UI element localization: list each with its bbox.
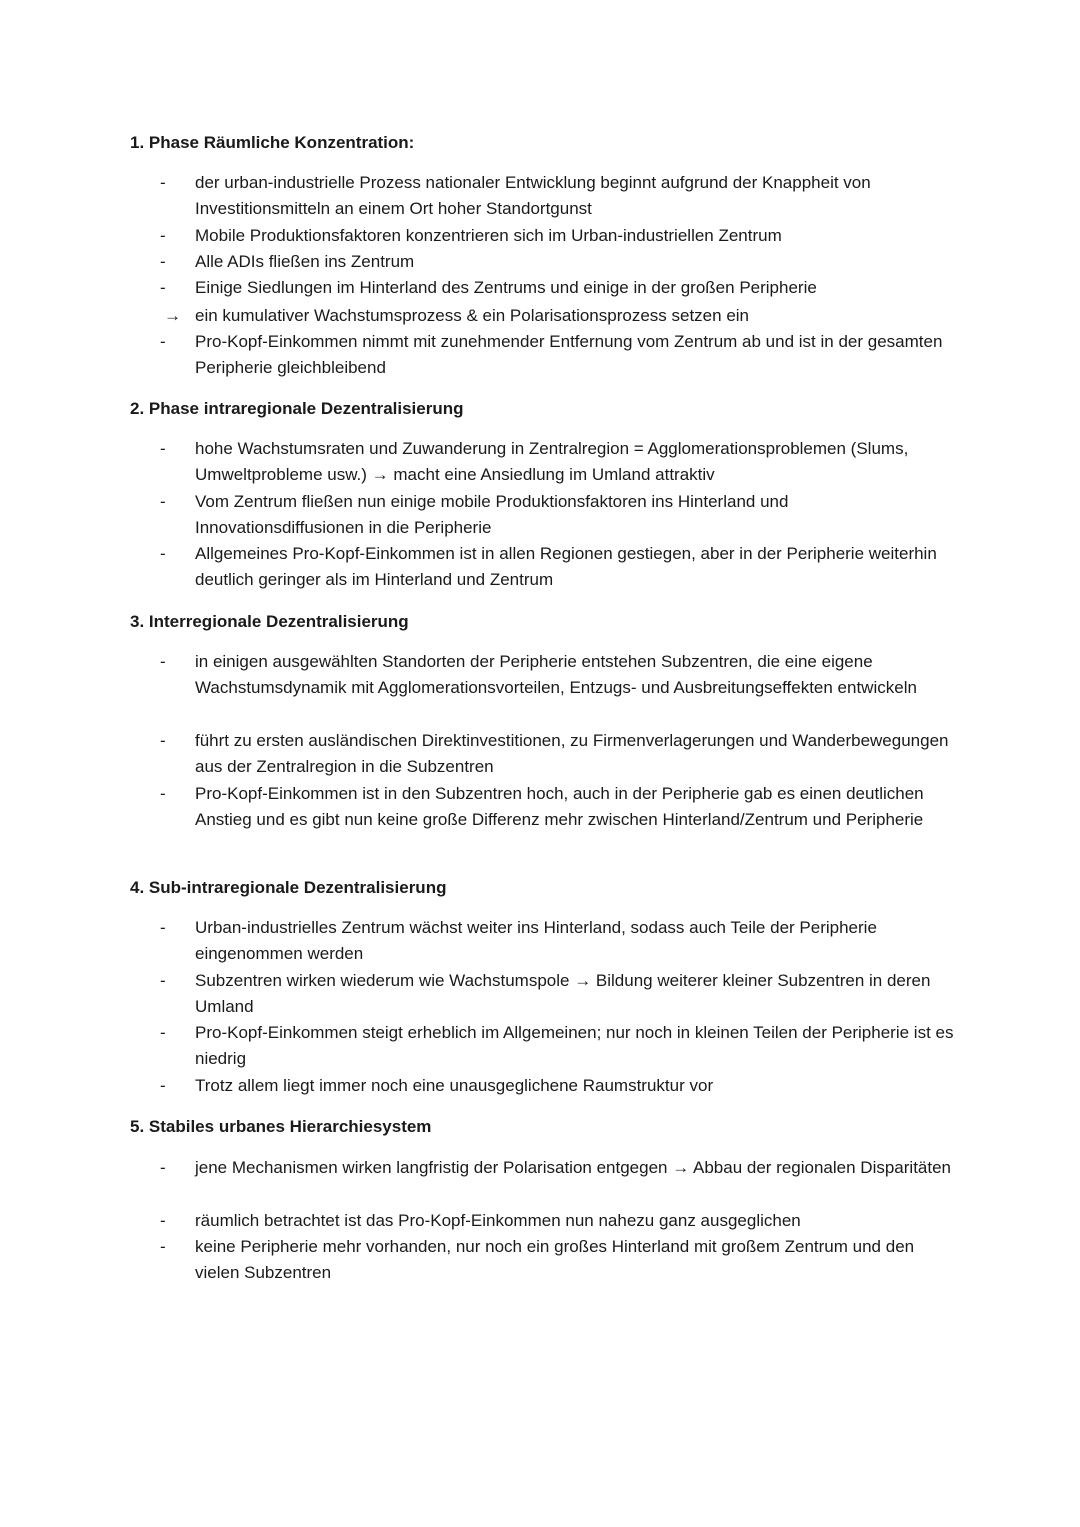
bullet-dash-icon: -: [160, 1023, 166, 1042]
bullet-dash-icon: -: [160, 492, 166, 511]
bullet-dash-icon: -: [160, 918, 166, 937]
bullet-dash-icon: -: [160, 1158, 166, 1177]
bullet-dash-icon: -: [160, 278, 166, 297]
bullet-dash-icon: -: [160, 652, 166, 671]
list-item-text: ein kumulativer Wachstumsprozess & ein Polarisationsprozess setzen ein: [195, 306, 750, 325]
list-item-text: Einige Siedlungen im Hinterland des Zentrums und einige in der großen Peripherie: [195, 278, 817, 297]
list-item-text: Pro-Kopf-Einkommen steigt erheblich im Allgemeinen; nur noch in kleinen Teilen der Peripherie ist es niedrig: [195, 1023, 954, 1069]
list-item-text: Vom Zentrum fließen nun einige mobile Produktionsfaktoren ins Hinterland und Innovationsdiffusionen in die Peripherie: [195, 492, 789, 538]
list-item-text: Mobile Produktionsfaktoren konzentrieren sich im Urban-industriellen Zentrum: [195, 226, 782, 245]
list-item-text: Pro-Kopf-Einkommen nimmt mit zunehmender Entfernung vom Zentrum ab und ist in der gesamten Peripherie gleichbleibend: [195, 332, 943, 378]
bullet-dash-icon: -: [160, 332, 166, 351]
section-heading: 4. Sub-intraregionale Dezentralisierung: [130, 878, 447, 897]
list-item-text: der urban-industrielle Prozess nationaler Entwicklung beginnt aufgrund der Knappheit von Investitionsmitteln an einem Ort hoher Standortgunst: [195, 173, 871, 219]
list-item-text: jene Mechanismen wirken langfristig der Polarisation entgegen → Abbau der regionalen Disparitäten: [195, 1158, 952, 1177]
bullet-dash-icon: -: [160, 731, 166, 750]
list-item-text: Pro-Kopf-Einkommen ist in den Subzentren hoch, auch in der Peripherie gab es einen deutlichen Anstieg und es gibt nun keine große Differenz mehr zwischen Hinterland/Zentrum und Peripherie: [195, 784, 924, 830]
list-item-text: Alle ADIs fließen ins Zentrum: [195, 252, 415, 271]
bullet-dash-icon: -: [160, 784, 166, 803]
bullet-dash-icon: -: [160, 173, 166, 192]
arrow-right-icon: →: [164, 306, 181, 325]
list-item-text: keine Peripherie mehr vorhanden, nur noch ein großes Hinterland mit großem Zentrum und den vielen Subzentren: [195, 1237, 915, 1283]
bullet-dash-icon: -: [160, 544, 166, 563]
list-item-text: in einigen ausgewählten Standorten der Peripherie entstehen Subzentren, die eine eigene Wachstumsdynamik mit Agglomerationsvorteilen, Entzugs- und Ausbreitungseffekten entwickeln: [195, 652, 917, 698]
bullet-dash-icon: -: [160, 252, 166, 271]
section-heading: 3. Interregionale Dezentralisierung: [130, 612, 409, 631]
bullet-dash-icon: -: [160, 226, 166, 245]
list-item-text: Trotz allem liegt immer noch eine unausgeglichene Raumstruktur vor: [195, 1076, 714, 1095]
section-heading: 5. Stabiles urbanes Hierarchiesystem: [130, 1117, 432, 1136]
section-heading: 2. Phase intraregionale Dezentralisierung: [130, 399, 464, 418]
list-item-text: Allgemeines Pro-Kopf-Einkommen ist in allen Regionen gestiegen, aber in der Peripherie weiterhin deutlich geringer als im Hinterland und Zentrum: [195, 544, 937, 590]
list-item-text: führt zu ersten ausländischen Direktinvestitionen, zu Firmenverlagerungen und Wanderbewegungen aus der Zentralregion in die Subzentren: [195, 731, 949, 777]
list-item-text: Urban-industrielles Zentrum wächst weiter ins Hinterland, sodass auch Teile der Peripherie eingenommen werden: [195, 918, 877, 964]
section-heading: 1. Phase Räumliche Konzentration:: [130, 133, 415, 152]
bullet-dash-icon: -: [160, 1076, 166, 1095]
bullet-dash-icon: -: [160, 439, 166, 458]
bullet-dash-icon: -: [160, 1211, 166, 1230]
list-item-text: räumlich betrachtet ist das Pro-Kopf-Einkommen nun nahezu ganz ausgeglichen: [195, 1211, 801, 1230]
list-item-text: Subzentren wirken wiederum wie Wachstumspole → Bildung weiterer kleiner Subzentren in deren Umland: [195, 971, 931, 1017]
bullet-dash-icon: -: [160, 971, 166, 990]
bullet-dash-icon: -: [160, 1237, 166, 1256]
list-item-text: hohe Wachstumsraten und Zuwanderung in Zentralregion = Agglomerationsproblemen (Slums, Umweltprobleme usw.) → macht eine Ansiedlung im Umland attraktiv: [195, 439, 909, 485]
